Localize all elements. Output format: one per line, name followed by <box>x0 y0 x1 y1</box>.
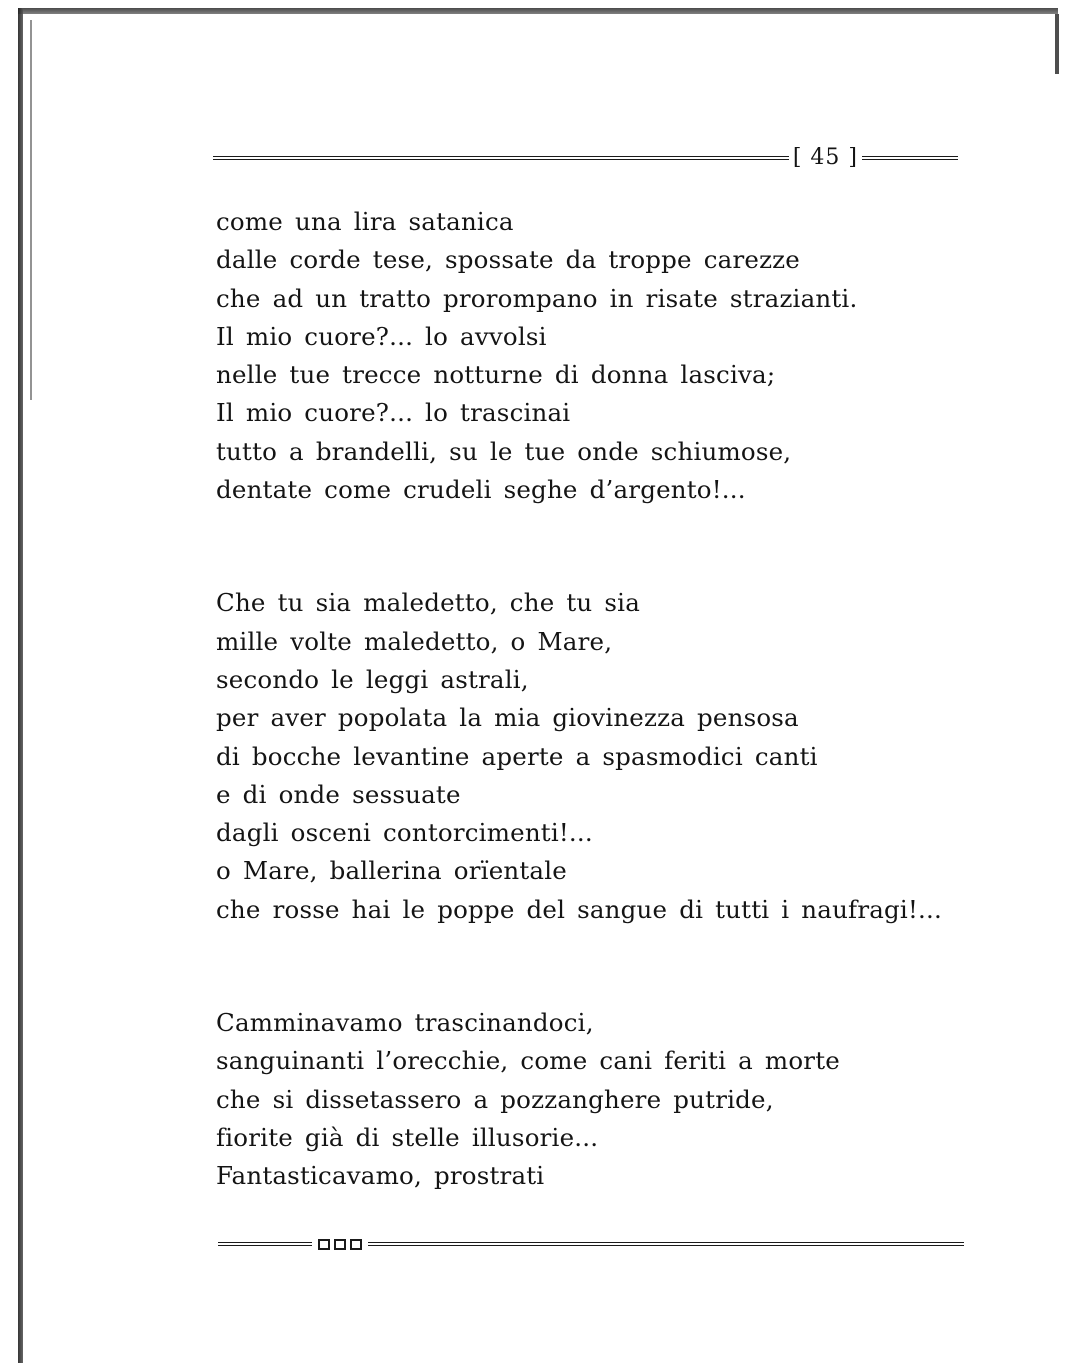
poem-line: dagli osceni contorcimenti!... <box>216 818 593 848</box>
poem-line: secondo le leggi astrali, <box>216 664 529 694</box>
footer-rule-right-line <box>368 1242 964 1246</box>
poem-line: o Mare, ballerina orïentale <box>216 856 567 886</box>
scan-edge-left <box>18 8 23 1363</box>
scan-edge-left-inner <box>30 20 32 400</box>
ornament-square <box>318 1239 330 1250</box>
poem-line: tutto a brandelli, su le tue onde schiumose, <box>216 436 792 466</box>
poem-line: di bocche levantine aperte a spasmodici canti <box>216 741 818 771</box>
poem-line: mille volte maledetto, o Mare, <box>216 626 613 656</box>
ornament-square <box>350 1239 362 1250</box>
footer-rule <box>218 1236 964 1252</box>
poem-line: dalle corde tese, spossate da troppe carezze <box>216 245 800 275</box>
poem-line: nelle tue trecce notturne di donna lasciva; <box>216 360 776 390</box>
poem-line: fiorite già di stelle illusorie... <box>216 1122 599 1152</box>
scan-edge-top <box>18 8 1058 14</box>
scan-edge-right <box>1055 14 1059 74</box>
poem-line: Che tu sia maledetto, che tu sia <box>216 588 641 618</box>
poem-body <box>216 203 996 1196</box>
footer-rule-left-line <box>218 1242 312 1246</box>
poem-line: dentate come crudeli seghe d’argento!... <box>216 475 746 505</box>
header-rule-left-line <box>213 156 789 160</box>
poem-line: Camminavamo trascinandoci, <box>216 1008 594 1038</box>
stanza-1 <box>216 203 996 509</box>
header-rule-right-line <box>862 156 958 160</box>
header-rule <box>213 146 958 170</box>
poem-line: sanguinanti l’orecchie, come cani feriti a morte <box>216 1046 840 1076</box>
poem-line: come una lira satanica <box>216 207 514 236</box>
ornament-square <box>334 1239 346 1250</box>
poem-line: Il mio cuore?... lo trascinai <box>216 398 571 428</box>
poem-line: per aver popolata la mia giovinezza pensosa <box>216 703 799 733</box>
stanza-2 <box>216 584 996 929</box>
poem-line: che ad un tratto prorompano in risate strazianti. <box>216 283 858 313</box>
poem-line: che rosse hai le poppe del sangue di tutti i naufragi!... <box>216 894 942 924</box>
poem-line: Fantasticavamo, prostrati <box>216 1161 545 1191</box>
poem-line: Il mio cuore?... lo avvolsi <box>216 321 547 351</box>
stanza-3 <box>216 1004 996 1195</box>
three-squares-ornament-icon <box>312 1239 368 1250</box>
stanza-gap <box>216 929 996 1004</box>
poem-line: e di onde sessuate <box>216 779 461 809</box>
stanza-gap <box>216 509 996 584</box>
poem-line: che si dissetassero a pozzanghere putride, <box>216 1084 774 1114</box>
page-number: [ 45 ] <box>792 145 858 170</box>
